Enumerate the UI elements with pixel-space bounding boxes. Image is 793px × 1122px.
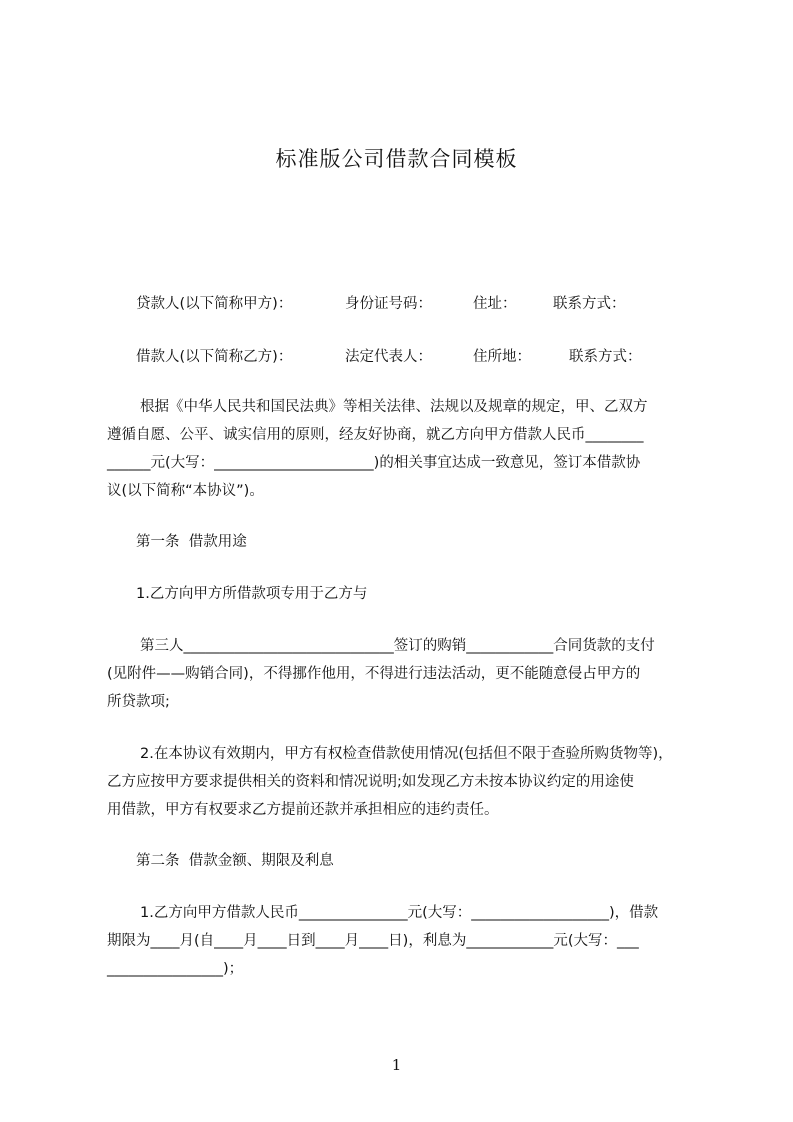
lender-id-label: 身份证号码： [345,296,432,312]
preamble-line: ______元(大写：______________________)的相关事宜达成一致意见，签订本借款协 [107,455,641,471]
preamble-line: 遵循自愿、公平、诚实信用的原则，经友好协商，就乙方向甲方借款人民币________ [107,427,644,443]
article-item-line: 所贷款项; [107,694,170,710]
article-heading: 第一条 借款用途 [136,534,247,550]
article-item-line: ________________)； [107,961,244,977]
preamble-line: 议(以下简称“本协议”)。 [107,483,264,499]
borrower-label: 借款人(以下简称乙方)： [136,349,293,365]
article-item: 1.乙方向甲方所借款项专用于乙方与 [136,586,368,602]
document-title: 标准版公司借款合同模板 [275,147,518,171]
article-item-line: 第三人_____________________________签订的购销____________合同货款的支付 [140,638,655,654]
page-number: 1 [391,1056,402,1074]
borrower-contact-label: 联系方式： [569,349,642,365]
article-heading: 第二条 借款金额、期限及利息 [136,853,334,869]
article-item-line: 期限为____月(自____月____日到____月____日)，利息为____________元(大写：___ [107,933,639,949]
article-item-line: (见附件——购销合同)，不得挪作他用，不得进行违法活动，更不能随意侵占甲方的 [107,666,641,682]
article-item-line: 1.乙方向甲方借款人民币_______________元(大写：___________________)，借款 [140,905,659,921]
lender-label: 贷款人(以下简称甲方)： [136,296,293,312]
article-item-line: 用借款，甲方有权要求乙方提前还款并承担相应的违约责任。 [107,802,499,818]
article-item-line: 乙方应按甲方要求提供相关的资料和情况说明;如发现乙方未按本协议约定的用途使 [107,774,634,790]
article-item-line: 2.在本协议有效期内，甲方有权检查借款使用情况(包括但不限于查验所购货物等)， [140,746,673,762]
preamble-line: 根据《中华人民共和国民法典》等相关法律、法规以及规章的规定，甲、乙双方 [140,399,648,415]
borrower-rep-label: 法定代表人： [345,349,432,365]
borrower-address-label: 住所地： [473,349,531,365]
lender-contact-label: 联系方式： [553,296,626,312]
lender-address-label: 住址： [473,296,517,312]
